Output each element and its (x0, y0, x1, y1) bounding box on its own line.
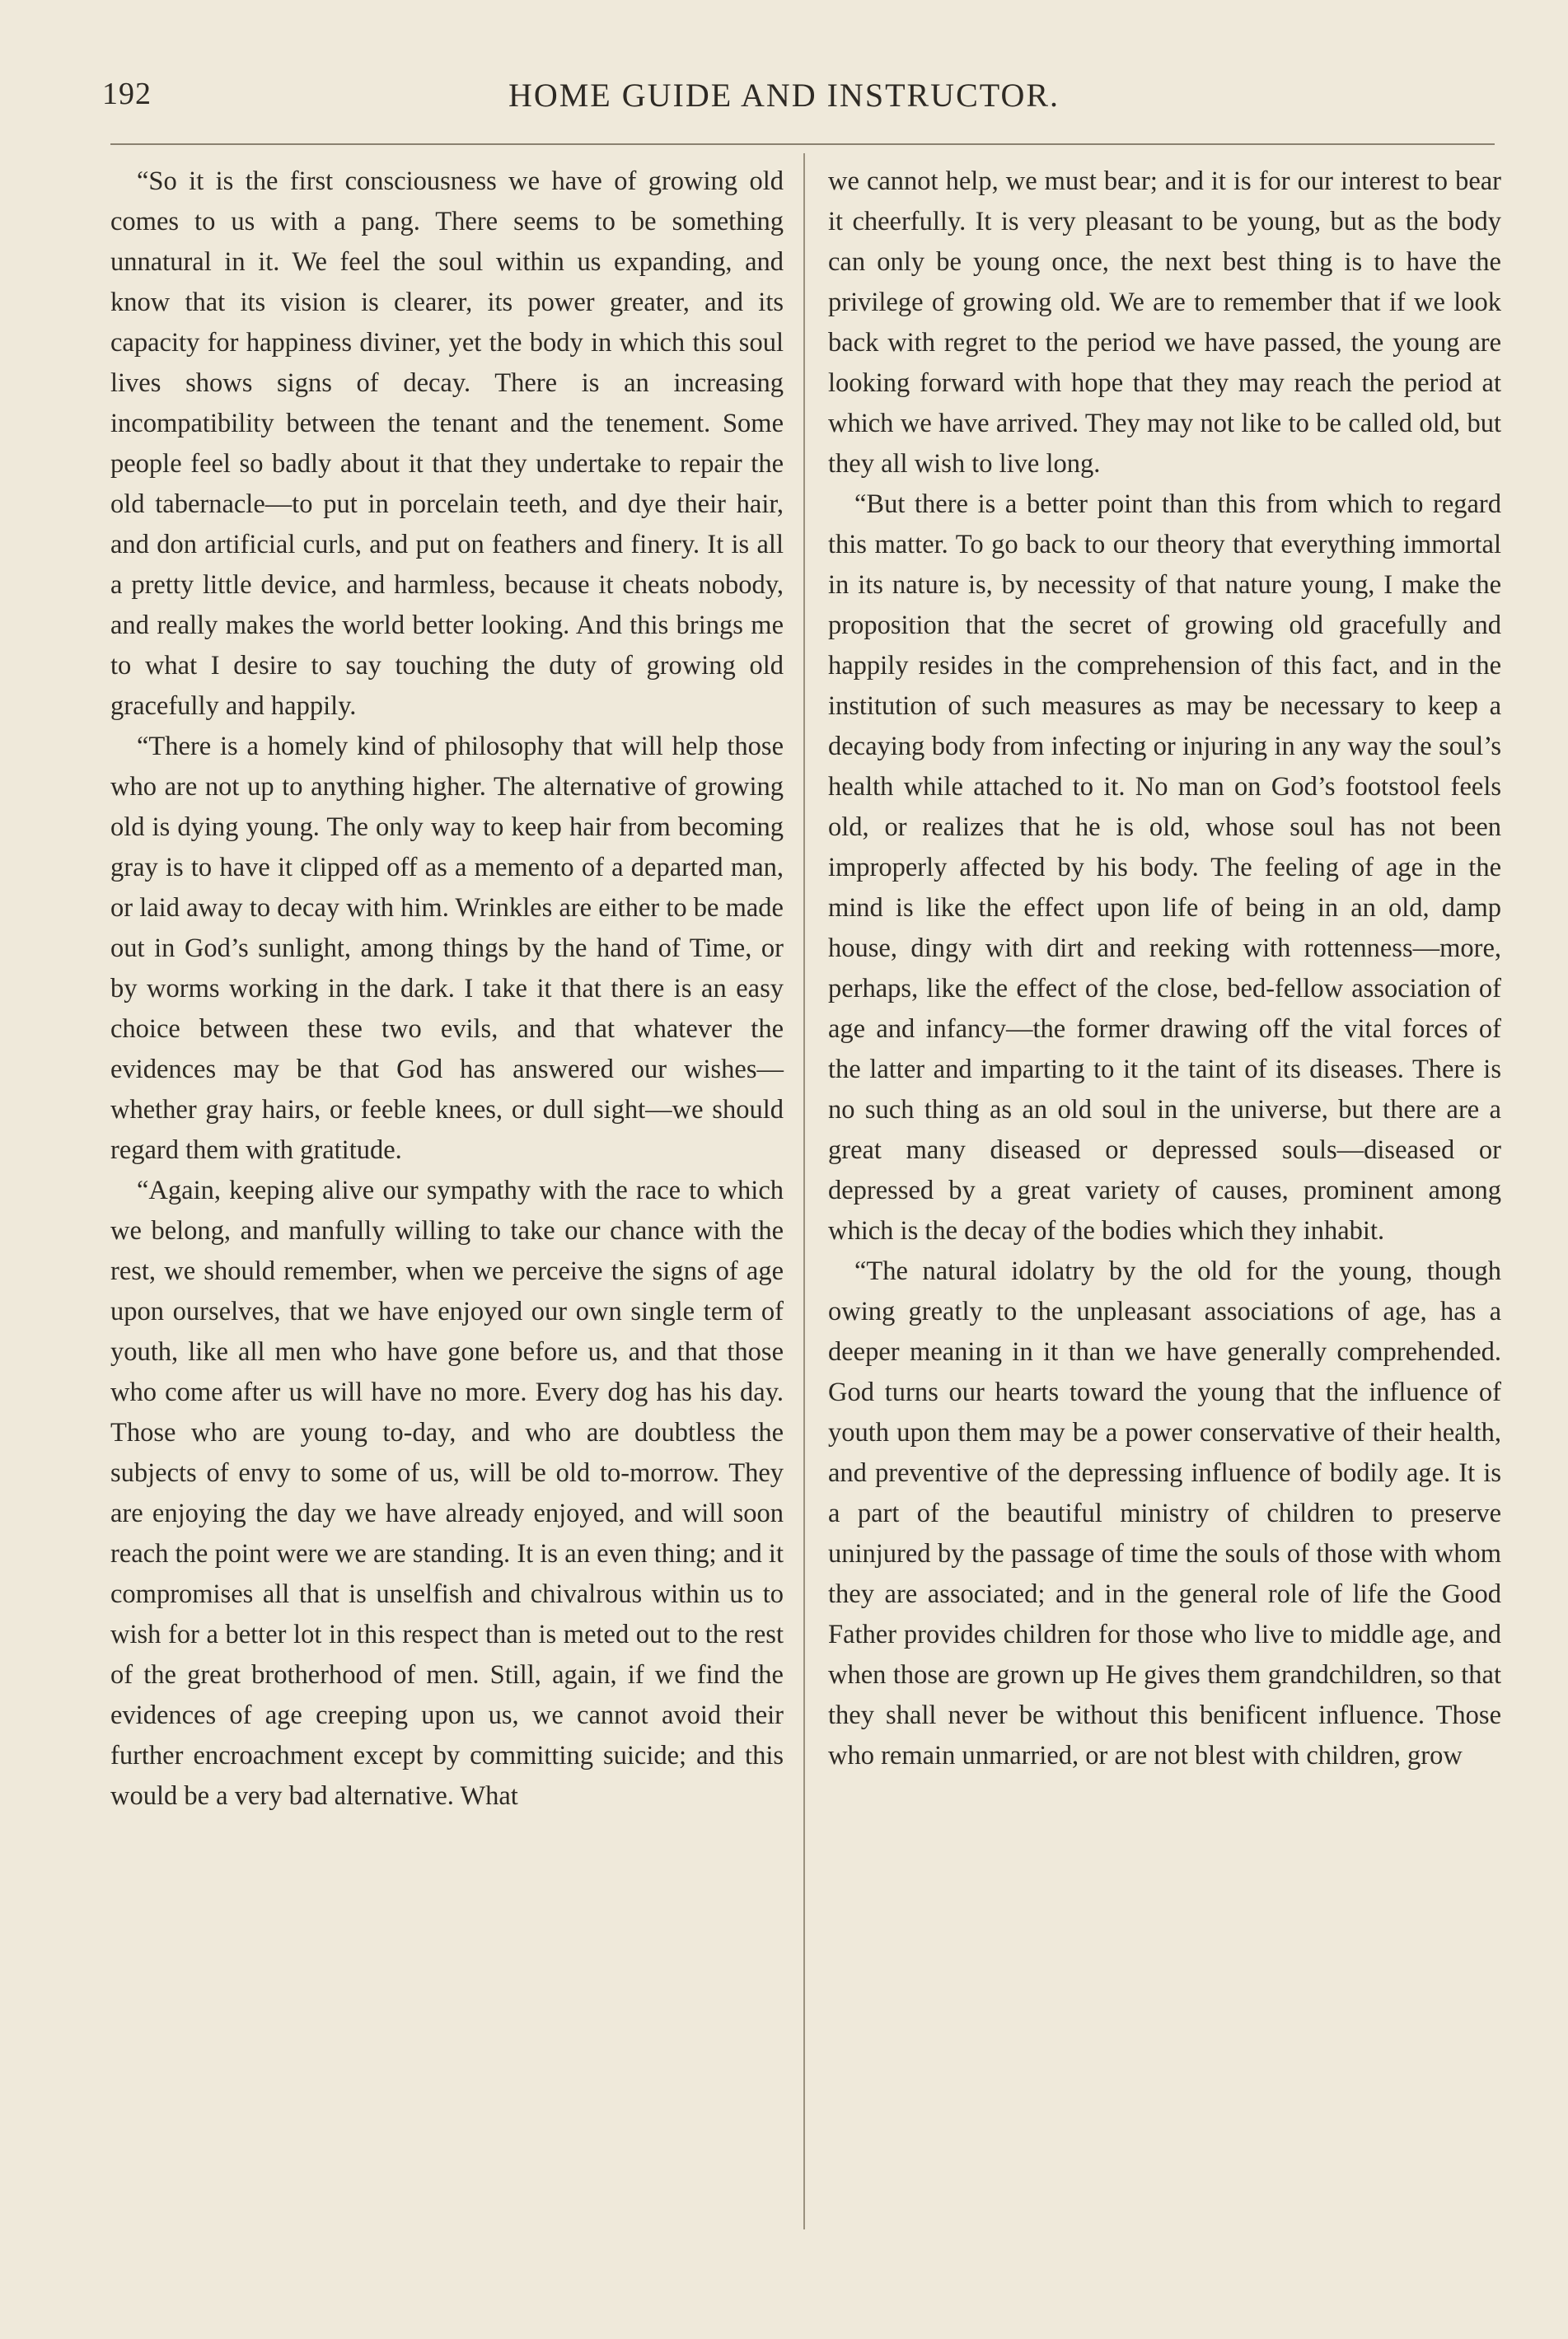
page-header (0, 76, 1568, 125)
header-rule (110, 143, 1495, 145)
running-title: HOME GUIDE AND INSTRUCTOR. (508, 77, 1060, 114)
paragraph: “There is a homely kind of philosophy that will help those who are not up to anything higher. The alternative of growing old is dying young. The only way to keep hair from becoming gray is to have it clipped off as a memento of a departed man, or laid away to decay with him. Wrinkles are either to be made out in God’s sunlight, among things by the hand of Time, or by worms working in the dark. I take it that there is an easy choice between these two evils, and that whatever the evidences may be that God has answered our wishes—whether gray hairs, or feeble knees, or dull sight—we should regard them with gratitude. (110, 732, 784, 1165)
right-column (828, 161, 1501, 1776)
paragraph: “But there is a better point than this from which to regard this matter. To go back to our theory that everything immortal in its nature is, by necessity of that nature young, I make the proposition that the secret of growing old gracefully and happily resides in the comprehension of this fact, and in the institution of such measures as may be necessary to keep a decaying body from infecting or injuring in any way the soul’s health while attached to it. No man on God’s footstool feels old, or realizes that he is old, whose soul has not been improperly affected by his body. The feeling of age in the mind is like the effect upon life of being in an old, damp house, dingy with dirt and reeking with rottenness—more, perhaps, like the effect of the close, bed-fellow association of age and infancy—the former drawing off the vital forces of the latter and imparting to it the taint of its diseases. There is no such thing as an old soul in the universe, but there are a great many diseased or depressed souls—diseased or depressed by a great variety of causes, prominent among which is the decay of the bodies which they inhabit. (828, 489, 1501, 1246)
column-divider (803, 153, 805, 2229)
paragraph-continued: we cannot help, we must bear; and it is for our interest to bear it cheerfully. It is very pleasant to be young, but as the body can only be young once, the next best thing is to have the privilege of growing old. We are to remember that if we look back with regret to the period we have passed, the young are looking forward with hope that they may reach the period at which we have arrived. They may not like to be called old, but they all wish to live long. (828, 166, 1501, 479)
paragraph: “Again, keeping alive our sympathy with the race to which we belong, and manfully willing to take our chance with the rest, we should remember, when we perceive the signs of age upon ourselves, that we have enjoyed our own single term of youth, like all men who have gone before us, and that those who come after us will have no more. Every dog has his day. Those who are young to-day, and who are doubtless the subjects of envy to some of us, will be old to-morrow. They are enjoying the day we have already enjoyed, and will soon reach the point were we are standing. It is an even thing; and it compromises all that is unselfish and chivalrous within us to wish for a better lot in this respect than is meted out to the rest of the great brotherhood of men. Still, again, if we find the evidences of age creeping upon us, we cannot avoid their further encroachment except by committing suicide; and this would be a very bad alternative. What (110, 1176, 784, 1811)
page-number: 192 (102, 77, 152, 111)
paragraph: “The natural idolatry by the old for the young, though owing greatly to the unpleasant associations of age, has a deeper meaning in it than we have generally comprehended. God turns our hearts toward the young that the influence of youth upon them may be a power conservative of their health, and preventive of the depressing influence of bodily age. It is a part of the beautiful ministry of children to preserve uninjured by the passage of time the souls of those with whom they are associated; and in the general role of life the Good Father provides children for those who live to middle age, and when those are grown up He gives them grandchildren, so that they shall never be without this benificent influence. Those who remain unmarried, or are not blest with children, grow (828, 1256, 1501, 1771)
left-column (110, 161, 784, 1817)
paragraph: “So it is the first consciousness we have of growing old comes to us with a pang. There seems to be something unnatural in it. We feel the soul within us expanding, and know that its vision is clearer, its power greater, and its capacity for happiness diviner, yet the body in which this soul lives shows signs of decay. There is an increasing incompatibility between the tenant and the tenement. Some people feel so badly about it that they undertake to repair the old tabernacle—to put in porcelain teeth, and dye their hair, and don artificial curls, and put on feathers and finery. It is all a pretty little device, and harmless, because it cheats nobody, and really makes the world better looking. And this brings me to what I desire to say touching the duty of growing old gracefully and happily. (110, 166, 784, 721)
